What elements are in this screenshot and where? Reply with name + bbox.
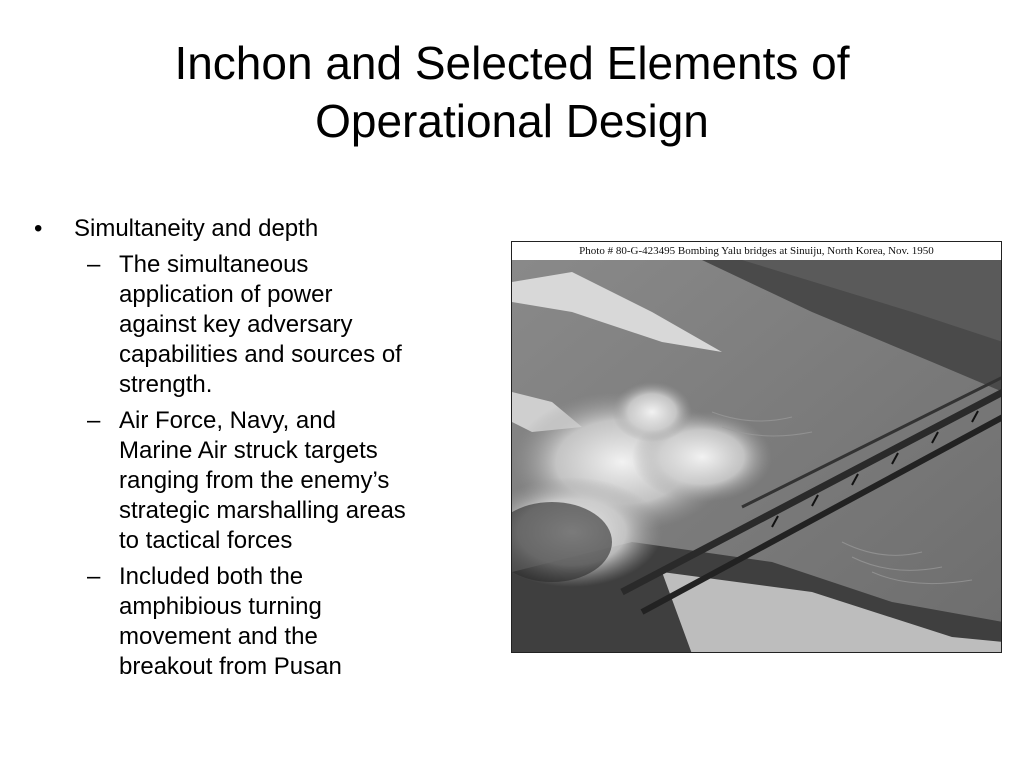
sub-bullet-text xyxy=(119,562,342,682)
line: Included both the xyxy=(119,563,304,590)
photo-caption: Photo # 80-G-423495 Bombing Yalu bridges at Sinuiju, North Korea, Nov. 1950 xyxy=(512,242,1001,260)
title-line-1: Inchon and Selected Elements of xyxy=(174,37,850,89)
bullet-text: Simultaneity and depth xyxy=(74,215,319,242)
line: breakout from Pusan xyxy=(119,653,342,680)
dash-icon: – xyxy=(87,563,101,590)
line: strength. xyxy=(119,371,213,398)
line: The simultaneous xyxy=(119,251,309,278)
line: Air Force, Navy, and xyxy=(119,407,336,434)
line: ranging from the enemy’s xyxy=(119,467,390,494)
line: capabilities and sources of xyxy=(119,341,402,368)
bullet-dot-icon: • xyxy=(34,215,43,242)
sub-bullet-3 xyxy=(87,562,474,682)
dash-icon: – xyxy=(87,407,101,434)
line: strategic marshalling areas xyxy=(119,497,406,524)
sub-bullet-2 xyxy=(87,406,474,556)
title-line-2: Operational Design xyxy=(315,95,709,147)
line: amphibious turning xyxy=(119,593,322,620)
sub-bullet-1 xyxy=(87,250,474,400)
line: application of power xyxy=(119,281,333,308)
dash-icon: – xyxy=(87,251,101,278)
slide-title xyxy=(0,34,1024,150)
bridge-photo-graphic xyxy=(512,242,1002,653)
bullet-list xyxy=(34,214,474,682)
bullet-item xyxy=(34,214,474,244)
sub-bullet-text xyxy=(119,250,402,400)
sub-bullet-text xyxy=(119,406,406,556)
line: against key adversary xyxy=(119,311,353,338)
aerial-photo xyxy=(511,241,1002,653)
line: movement and the xyxy=(119,623,318,650)
line: Marine Air struck targets xyxy=(119,437,378,464)
line: to tactical forces xyxy=(119,527,293,554)
